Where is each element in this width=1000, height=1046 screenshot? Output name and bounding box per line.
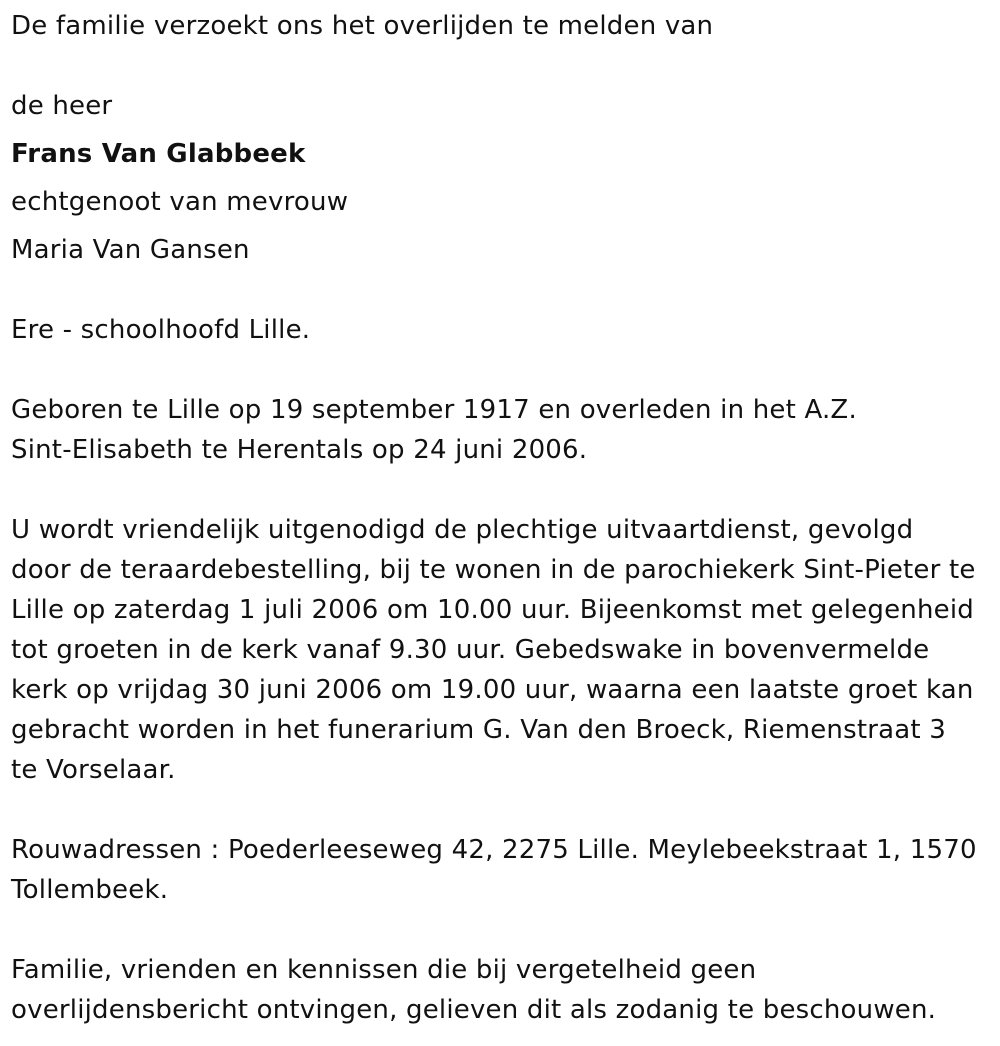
spouse-name: Maria Van Gansen bbox=[11, 235, 250, 265]
paragraph-line: Lille op zaterdag 1 juli 2006 om 10.00 uur. Bijeenkomst met gelegenheid bbox=[11, 595, 974, 625]
spouse-label: echtgenoot van mevrouw bbox=[11, 187, 349, 217]
paragraph-line: U wordt vriendelijk uitgenodigd de plechtige uitvaartdienst, gevolgd bbox=[11, 515, 914, 545]
paragraph-line: Tollembeek. bbox=[11, 875, 169, 905]
paragraph-line: door de teraardebestelling, bij te wonen in de parochiekerk Sint-Pieter te bbox=[11, 555, 976, 585]
paragraph-line: tot groeten in de kerk vanaf 9.30 uur. Gebedswake in bovenvermelde bbox=[11, 635, 930, 665]
honorary-title: Ere - schoolhoofd Lille. bbox=[11, 315, 311, 345]
closing-notice-paragraph bbox=[11, 950, 936, 1030]
paragraph-line: te Vorselaar. bbox=[11, 755, 176, 785]
mourning-addresses-paragraph bbox=[11, 830, 977, 910]
paragraph-line: Geboren te Lille op 19 september 1917 en overleden in het A.Z. bbox=[11, 395, 857, 425]
intro-text: De familie verzoekt ons het overlijden te melden van bbox=[11, 11, 714, 41]
paragraph-line: kerk op vrijdag 30 juni 2006 om 19.00 uur, waarna een laatste groet kan bbox=[11, 675, 974, 705]
paragraph-line: Rouwadressen : Poederleeseweg 42, 2275 Lille. Meylebeekstraat 1, 1570 bbox=[11, 835, 977, 865]
paragraph-line: Familie, vrienden en kennissen die bij vergetelheid geen bbox=[11, 955, 757, 985]
paragraph-line: overlijdensbericht ontvingen, gelieven dit als zodanig te beschouwen. bbox=[11, 995, 937, 1025]
salutation: de heer bbox=[11, 91, 113, 121]
paragraph-line: Sint-Elisabeth te Herentals op 24 juni 2006. bbox=[11, 435, 588, 465]
birth-death-paragraph bbox=[11, 390, 857, 470]
deceased-name: Frans Van Glabbeek bbox=[11, 139, 306, 169]
paragraph-line: gebracht worden in het funerarium G. Van den Broeck, Riemenstraat 3 bbox=[11, 715, 947, 745]
funeral-service-paragraph bbox=[11, 510, 976, 790]
